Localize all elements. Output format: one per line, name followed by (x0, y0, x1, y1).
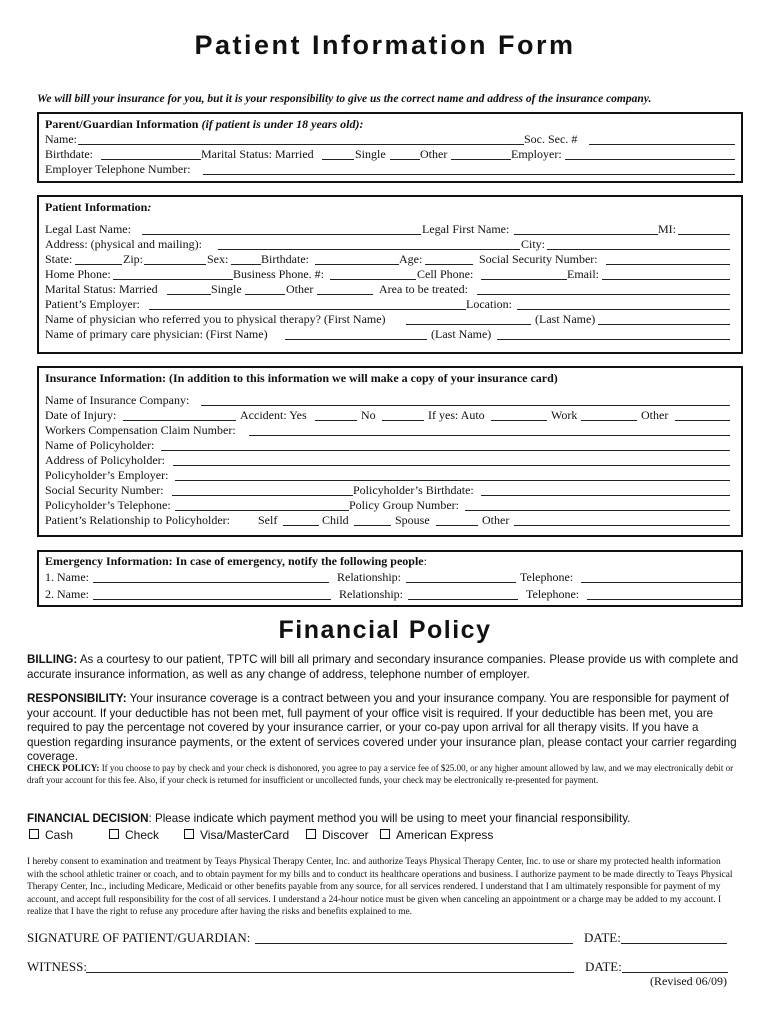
payment-option-cash[interactable]: Cash (29, 828, 73, 842)
relationship-child-label: Child (322, 513, 349, 527)
date2-field[interactable] (622, 972, 728, 973)
if-yes-auto-label: If yes: Auto (428, 408, 485, 422)
guardian-section (37, 112, 743, 183)
patient-married-field[interactable] (167, 294, 211, 295)
patient-heading: Patient Information: (45, 200, 152, 214)
emergency-tel2-label: Telephone: (526, 587, 580, 601)
referring-first-field[interactable] (406, 324, 531, 325)
consent-paragraph: I hereby consent to examination and treatment by Teays Physical Therapy Center, Inc. and authorize Teays Physical Therapy Center, Inc. to use or share my protected health information with the school athletic trainer or coach, and to obtain payment for my bills and to conduct its healthcare operations and business. I authorize payment to be made directly to Teays Physical Therapy Center, Inc., including Medicare, Medicaid or other benefits payable from any source, for all services rendered. I understand that I am ultimately responsible for payment of my account, and accept full responsibility for the cost of all services. I understand a 24-hour notice must be given when canceling an appointment or a charge may be added to my account. I realize that I have the right to refuse any procedure after having the risks and benefits explained to me. (27, 857, 733, 918)
primary-last-field[interactable] (497, 339, 730, 340)
age-field[interactable] (425, 264, 473, 265)
relationship-label: Patient’s Relationship to Policyholder: (45, 513, 230, 527)
home-phone-field[interactable] (113, 279, 233, 280)
insurance-company-field[interactable] (201, 405, 730, 406)
payment-option-visa-mastercard[interactable]: Visa/MasterCard (184, 828, 289, 842)
discover-checkbox[interactable] (306, 829, 316, 839)
cell-phone-label: Cell Phone: (417, 267, 474, 281)
work-label: Work (551, 408, 578, 422)
policyholder-birthdate-label: Policyholder’s Birthdate: (353, 483, 474, 497)
guardian-ssn-field[interactable] (589, 144, 735, 145)
emergency-rel2-label: Relationship: (339, 587, 403, 601)
signature-field[interactable] (255, 943, 573, 944)
insurance-ssn-field[interactable] (172, 495, 353, 496)
financial-decision-label: FINANCIAL DECISION (27, 812, 149, 825)
city-label: City: (521, 237, 546, 251)
legal-first-label: Legal First Name: (422, 222, 510, 236)
wc-claim-field[interactable] (249, 435, 730, 436)
sex-label: Sex: (207, 252, 229, 266)
date1-field[interactable] (621, 943, 727, 944)
form-title: Patient Information Form (194, 30, 576, 60)
signature-label: SIGNATURE OF PATIENT/GUARDIAN: (27, 930, 251, 945)
business-phone-label: Business Phone. #: (233, 267, 325, 281)
legal-first-field[interactable] (514, 234, 658, 235)
patient-other-label: Other (286, 282, 314, 296)
emergency-section (37, 550, 743, 607)
relationship-spouse-field[interactable] (436, 525, 478, 526)
billing-label: BILLING: (27, 653, 78, 666)
guardian-single-field[interactable] (390, 159, 420, 160)
wc-claim-label: Workers Compensation Claim Number: (45, 423, 236, 437)
injury-date-field[interactable] (123, 420, 236, 421)
billing-text: As a courtesy to our patient, TPTC will bill all primary and secondary insurance companies. Please provide us with complete and accurate insurance information, as well as any change of address, telephone number of employer. (27, 653, 739, 681)
emergency-rel2-field[interactable] (408, 599, 518, 600)
home-phone-label: Home Phone: (45, 267, 111, 281)
guardian-name-label: Name: (45, 132, 77, 146)
emergency-name2-field[interactable] (93, 599, 331, 600)
policyholder-address-label: Address of Policyholder: (45, 453, 165, 467)
guardian-name-field[interactable] (78, 144, 524, 145)
cash-checkbox[interactable] (29, 829, 39, 839)
primary-last-label: (Last Name) (431, 327, 492, 341)
emergency-tel2-field[interactable] (587, 599, 741, 600)
referring-physician-label: Name of physician who referred you to physical therapy? (First Name) (45, 312, 386, 326)
revision-note: (Revised 06/09) (650, 974, 727, 988)
patient-single-field[interactable] (245, 294, 285, 295)
location-field[interactable] (517, 309, 730, 310)
emergency-heading: Emergency Information: In case of emergency, notify the following people: (45, 554, 427, 568)
guardian-employer-phone-label: Employer Telephone Number: (45, 162, 191, 176)
guardian-single-label: Single (355, 147, 386, 161)
insurance-ssn-label: Social Security Number: (45, 483, 164, 497)
accident-other-label: Other (641, 408, 669, 422)
witness-label: WITNESS: (27, 959, 87, 974)
referring-last-field[interactable] (598, 324, 730, 325)
accident-no-label: No (361, 408, 376, 422)
location-label: Location: (466, 297, 512, 311)
emergency-rel1-label: Relationship: (337, 570, 401, 584)
emergency-tel1-field[interactable] (581, 582, 741, 583)
insurance-section (37, 366, 743, 537)
legal-last-field[interactable] (142, 234, 421, 235)
accident-no-field[interactable] (382, 420, 424, 421)
state-field[interactable] (75, 264, 122, 265)
financial-decision-paragraph (27, 812, 739, 827)
financial-policy-title: Financial Policy (278, 616, 492, 644)
patient-employer-label: Patient’s Employer: (45, 297, 140, 311)
email-field[interactable] (602, 279, 730, 280)
relationship-self-field[interactable] (283, 525, 319, 526)
emergency-tel1-label: Telephone: (520, 570, 574, 584)
date1-label: DATE: (584, 930, 621, 945)
payment-option-check[interactable]: Check (109, 828, 159, 842)
zip-field[interactable] (144, 264, 206, 265)
patient-ssn-label: Social Security Number: (479, 252, 598, 266)
relationship-self-label: Self (258, 513, 278, 527)
guardian-married-field[interactable] (322, 159, 354, 160)
policyholder-phone-field[interactable] (175, 510, 349, 511)
guardian-heading: Parent/Guardian Information (if patient is under 18 years old): (45, 117, 364, 131)
guardian-birthdate-field[interactable] (101, 159, 201, 160)
business-phone-field[interactable] (330, 279, 416, 280)
patient-section (37, 195, 743, 354)
policyholder-phone-label: Policyholder’s Telephone: (45, 498, 171, 512)
age-label: Age: (399, 252, 423, 266)
insurance-heading: Insurance Information: (In addition to this information we will make a copy of your insurance card) (45, 371, 558, 385)
work-field[interactable] (581, 420, 637, 421)
relationship-other-field[interactable] (514, 525, 730, 526)
relationship-spouse-label: Spouse (395, 513, 430, 527)
date2-label: DATE: (585, 959, 622, 974)
check-policy-label: CHECK POLICY: (27, 763, 100, 773)
relationship-other-label: Other (482, 513, 510, 527)
guardian-other-field[interactable] (451, 159, 511, 160)
insurance-notice: We will bill your insurance for you, but it is your responsibility to give us the correct name and address of the insurance company. (37, 93, 652, 105)
relationship-child-field[interactable] (354, 525, 391, 526)
patient-single-label: Single (211, 282, 242, 296)
insurance-company-label: Name of Insurance Company: (45, 393, 190, 407)
responsibility-label: RESPONSIBILITY: (27, 692, 127, 705)
address-label: Address: (physical and mailing): (45, 237, 202, 251)
responsibility-text: Your insurance coverage is a contract between you and your insurance company. You are responsible for payment of your account. If your deductible has not been met, full payment of your office visit is required. If your deductible has been met, you are required to pay the percentage not covered by your insurance carrier, or your co-pay upon arrival for all therapy visits. If you have a question regarding insurance payments, or the extent of services covered under your insurance plan, please contact your carrier regarding coverage. (27, 692, 737, 763)
guardian-other-label: Other (420, 147, 448, 161)
patient-marital-label: Marital Status: Married (45, 282, 158, 296)
policyholder-name-field[interactable] (161, 450, 730, 451)
mi-field[interactable] (678, 234, 730, 235)
emergency-name1-label: 1. Name: (45, 570, 89, 584)
area-treated-label: Area to be treated: (379, 282, 468, 296)
guardian-employer-phone-field[interactable] (203, 174, 735, 175)
primary-physician-label: Name of primary care physician: (First Name) (45, 327, 268, 341)
check-policy-paragraph (27, 762, 739, 786)
guardian-ssn-label: Soc. Sec. # (524, 132, 578, 146)
state-label: State: (45, 252, 73, 266)
guardian-marital-label: Marital Status: Married (201, 147, 314, 161)
primary-first-field[interactable] (285, 339, 427, 340)
payment-option-american-express[interactable]: American Express (380, 828, 493, 842)
patient-ssn-field[interactable] (606, 264, 730, 265)
american-express-checkbox[interactable] (380, 829, 390, 839)
injury-date-label: Date of Injury: (45, 408, 117, 422)
referring-last-label: (Last Name) (535, 312, 596, 326)
patient-birthdate-label: Birthdate: (261, 252, 309, 266)
email-label: Email: (567, 267, 599, 281)
policyholder-employer-label: Policyholder’s Employer: (45, 468, 169, 482)
signature-row (27, 930, 250, 946)
check-checkbox[interactable] (109, 829, 119, 839)
patient-employer-field[interactable] (149, 309, 466, 310)
responsibility-paragraph (27, 692, 739, 765)
guardian-employer-label: Employer: (511, 147, 562, 161)
area-treated-field[interactable] (477, 294, 730, 295)
guardian-employer-field[interactable] (565, 159, 735, 160)
emergency-name2-label: 2. Name: (45, 587, 89, 601)
patient-other-field[interactable] (317, 294, 373, 295)
policyholder-name-label: Name of Policyholder: (45, 438, 155, 452)
group-number-label: Policy Group Number: (349, 498, 459, 512)
policyholder-address-field[interactable] (173, 465, 730, 466)
city-field[interactable] (547, 249, 730, 250)
sex-field[interactable] (231, 264, 261, 265)
policyholder-employer-field[interactable] (175, 480, 730, 481)
policyholder-birthdate-field[interactable] (481, 495, 730, 496)
visa-mastercard-checkbox[interactable] (184, 829, 194, 839)
check-policy-text: If you choose to pay by check and your check is dishonored, you agree to pay a service fee of $25.00, or any higher amount allowed by law, and we may electronically debit or draft your account for this fee. Also, if your check is returned for insufficient or uncollected funds, your check may be electronically re-presented for payment. (27, 763, 734, 785)
emergency-rel1-field[interactable] (406, 582, 516, 583)
witness-field[interactable] (86, 972, 574, 973)
mi-label: MI: (658, 222, 676, 236)
emergency-name1-field[interactable] (93, 582, 329, 583)
financial-decision-text: : Please indicate which payment method you will be using to meet your financial responsibility. (148, 812, 631, 825)
cell-phone-field[interactable] (481, 279, 567, 280)
legal-last-label: Legal Last Name: (45, 222, 131, 236)
patient-birthdate-field[interactable] (315, 264, 399, 265)
accident-yes-field[interactable] (315, 420, 357, 421)
address-field[interactable] (218, 249, 520, 250)
auto-field[interactable] (491, 420, 547, 421)
guardian-birthdate-label: Birthdate: (45, 147, 93, 161)
accident-other-field[interactable] (675, 420, 730, 421)
zip-label: Zip: (123, 252, 143, 266)
billing-paragraph (27, 653, 739, 682)
payment-option-discover[interactable]: Discover (306, 828, 369, 842)
group-number-field[interactable] (465, 510, 730, 511)
accident-yes-label: Accident: Yes (240, 408, 307, 422)
